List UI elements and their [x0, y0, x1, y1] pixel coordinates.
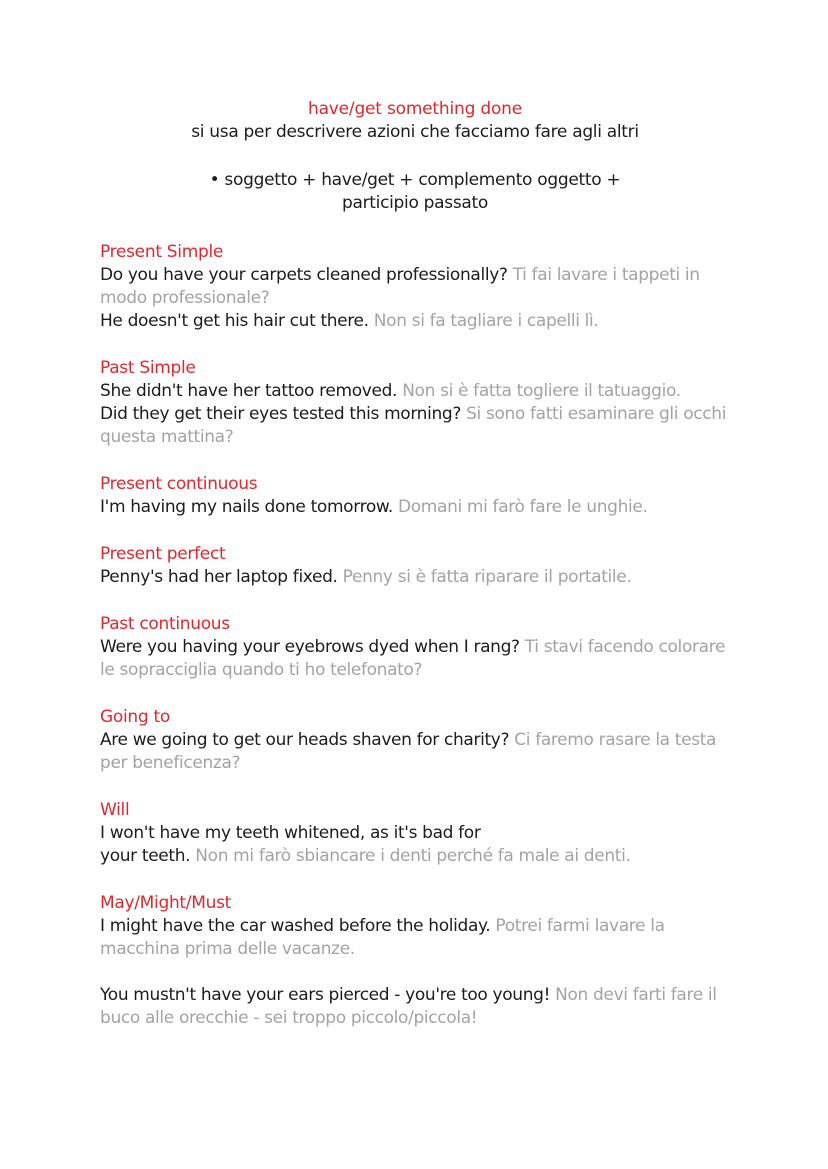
section-heading: Past Simple [100, 358, 196, 378]
example-sentence [100, 729, 730, 775]
section-present-simple [100, 241, 730, 333]
italian-translation: Ci faremo rasare la testa per beneficenza? [100, 730, 717, 773]
example-sentence [100, 380, 730, 403]
formula-line-2: participio passato [342, 193, 488, 213]
section-past-simple [100, 357, 730, 449]
english-sentence-line-1: I won't have my teeth whitened, as it's bad for [100, 823, 481, 843]
italian-translation: Non si fa tagliare i capelli lì. [373, 311, 599, 331]
section-heading: Past continuous [100, 614, 230, 634]
document-title: have/get something done [308, 99, 522, 119]
example-sentence [100, 984, 730, 1030]
section-heading: Going to [100, 707, 170, 727]
english-sentence: Did they get their eyes tested this morning? [100, 404, 462, 424]
english-sentence: I might have the car washed before the holiday. [100, 916, 491, 936]
italian-translation: Non mi farò sbiancare i denti perché fa male ai denti. [195, 846, 631, 866]
english-sentence: Were you having your eyebrows dyed when I rang? [100, 637, 520, 657]
italian-translation: Ti fai lavare i tappeti in modo professionale? [100, 265, 700, 308]
example-sentence [100, 636, 730, 682]
section-heading: Will [100, 800, 130, 820]
italian-translation: Non devi farti fare il buco alle orecchie - sei troppo piccolo/piccola! [100, 985, 717, 1028]
section-will [100, 799, 730, 868]
section-heading: Present continuous [100, 474, 258, 494]
formula-line-1: • soggetto + have/get + complemento oggetto + [209, 170, 621, 190]
italian-translation: Ti stavi facendo colorare le sopracciglia quando ti ho telefonato? [100, 637, 726, 680]
italian-translation: Non si è fatta togliere il tatuaggio. [402, 381, 681, 401]
italian-translation: Potrei farmi lavare la macchina prima delle vacanze. [100, 916, 665, 959]
example-sentence [100, 915, 730, 961]
section-present-continuous [100, 473, 730, 519]
english-sentence: He doesn't get his hair cut there. [100, 311, 369, 331]
document-page [100, 98, 730, 1030]
document-subtitle: si usa per descrivere azioni che facciamo fare agli altri [191, 122, 639, 142]
section-may-might-must [100, 892, 730, 1030]
english-sentence: I'm having my nails done tomorrow. [100, 497, 393, 517]
section-heading: May/Might/Must [100, 893, 231, 913]
english-sentence: Are we going to get our heads shaven for charity? [100, 730, 510, 750]
example-sentence [100, 264, 730, 310]
structure-formula [100, 169, 730, 215]
english-sentence: Do you have your carpets cleaned professionally? [100, 265, 508, 285]
document-header [100, 98, 730, 215]
example-sentence [100, 496, 730, 519]
italian-translation: Penny si è fatta riparare il portatile. [342, 567, 632, 587]
example-sentence [100, 566, 730, 589]
italian-translation: Domani mi farò fare le unghie. [398, 497, 648, 517]
italian-translation: Si sono fatti esaminare gli occhi questa mattina? [100, 404, 727, 447]
english-sentence: Penny's had her laptop fixed. [100, 567, 338, 587]
example-sentence [100, 310, 730, 333]
example-sentence [100, 403, 730, 449]
section-past-continuous [100, 613, 730, 682]
example-sentence [100, 822, 730, 868]
section-present-perfect [100, 543, 730, 589]
english-sentence: You mustn't have your ears pierced - you're too young! [100, 985, 551, 1005]
section-heading: Present Simple [100, 242, 224, 262]
english-sentence-line-2: your teeth. [100, 846, 191, 866]
section-going-to [100, 706, 730, 775]
english-sentence: She didn't have her tattoo removed. [100, 381, 398, 401]
section-heading: Present perfect [100, 544, 226, 564]
